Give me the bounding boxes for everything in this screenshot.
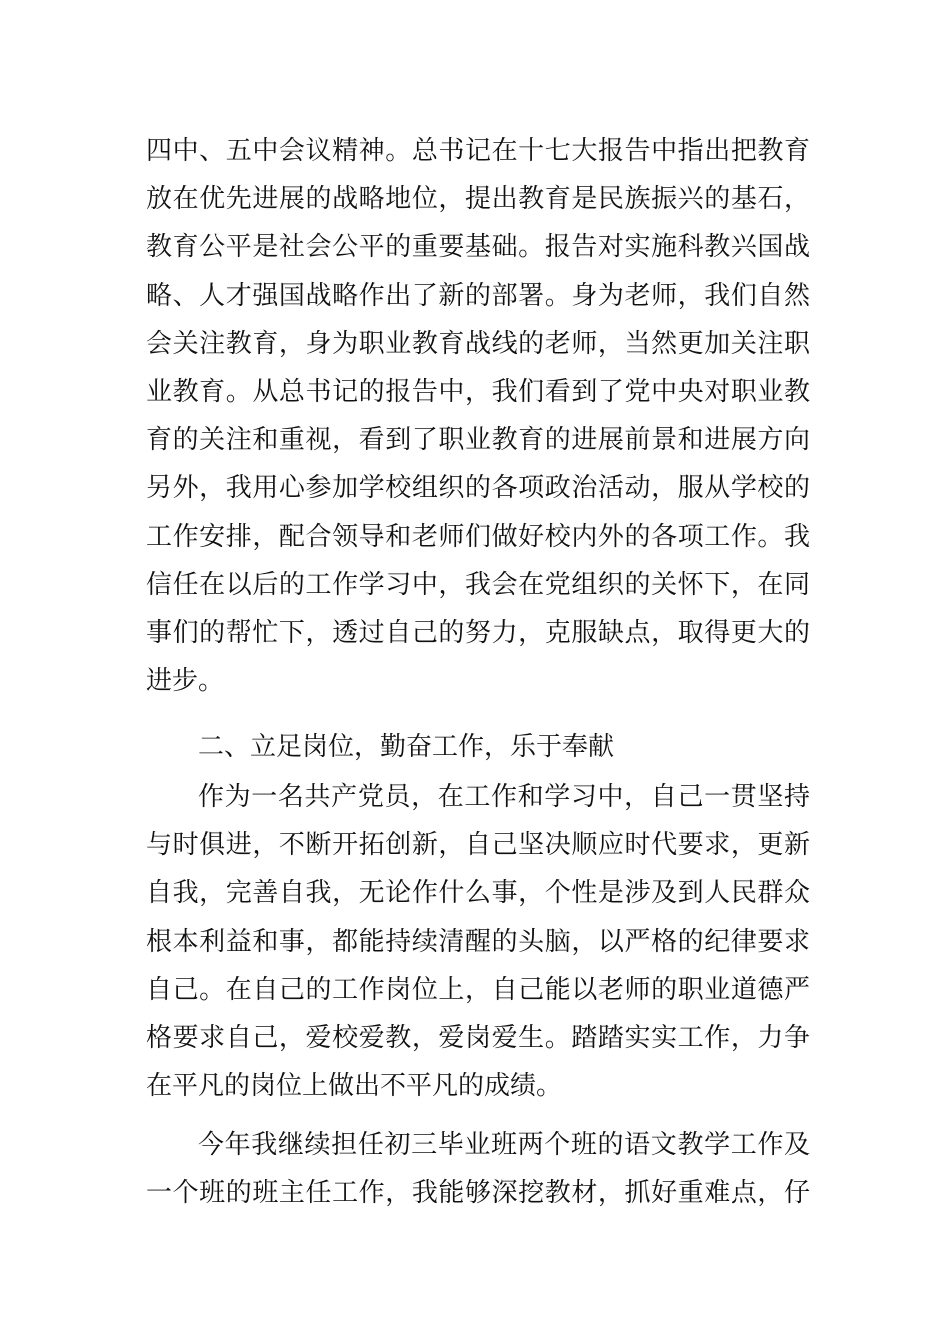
text-line: 根本利益和事，都能持续清醒的头脑，以严格的纪律要求 [146, 926, 810, 957]
text-line: 四中、五中会议精神。总书记在十七大报告中指出把教育 [146, 136, 810, 166]
text-line: 在平凡的岗位上做出不平凡的成绩。 [146, 1071, 563, 1102]
text-line: 自己。在自己的工作岗位上，自己能以老师的职业道德严 [146, 974, 810, 1005]
text-line: 作为一名共产党员，在工作和学习中，自己一贯坚持 [198, 782, 810, 812]
text-line: 一个班的班主任工作，我能够深挖教材，抓好重难点，仔 [146, 1178, 810, 1209]
text-line: 育的关注和重视，看到了职业教育的进展前景和进展方向 [146, 425, 810, 456]
paragraph-education-report [146, 127, 810, 705]
section-heading [146, 723, 810, 771]
text-line: 事们的帮忙下，透过自己的努力，克服缺点，取得更大的 [146, 617, 810, 648]
section-heading-text: 二、立足岗位，勤奋工作，乐于奉献 [198, 732, 615, 762]
paragraph-teaching-work [146, 1121, 810, 1217]
text-line: 放在优先进展的战略地位，提出教育是民族振兴的基石， [146, 184, 810, 215]
text-line: 格要求自己，爱校爱教，爱岗爱生。踏踏实实工作，力争 [146, 1022, 810, 1053]
text-line: 业教育。从总书记的报告中，我们看到了党中央对职业教 [146, 376, 810, 407]
text-line: 与时俱进，不断开拓创新，自己坚决顺应时代要求，更新 [146, 830, 810, 861]
text-line: 教育公平是社会公平的重要基础。报告对实施科教兴国战 [146, 232, 810, 263]
text-line: 另外，我用心参加学校组织的各项政治活动，服从学校的 [146, 473, 810, 504]
text-line: 信任在以后的工作学习中，我会在党组织的关怀下，在同 [146, 569, 810, 600]
text-line: 进步。 [146, 666, 225, 697]
text-line: 会关注教育，身为职业教育战线的老师，当然更加关注职 [146, 328, 810, 359]
text-line: 今年我继续担任初三毕业班两个班的语文教学工作及 [198, 1130, 810, 1160]
paragraph-party-member [146, 773, 810, 1110]
text-line: 自我，完善自我，无论作什么事，个性是涉及到人民群众 [146, 878, 810, 909]
text-line: 略、人才强国战略作出了新的部署。身为老师，我们自然 [146, 280, 810, 311]
text-line: 工作安排，配合领导和老师们做好校内外的各项工作。我 [146, 521, 810, 552]
